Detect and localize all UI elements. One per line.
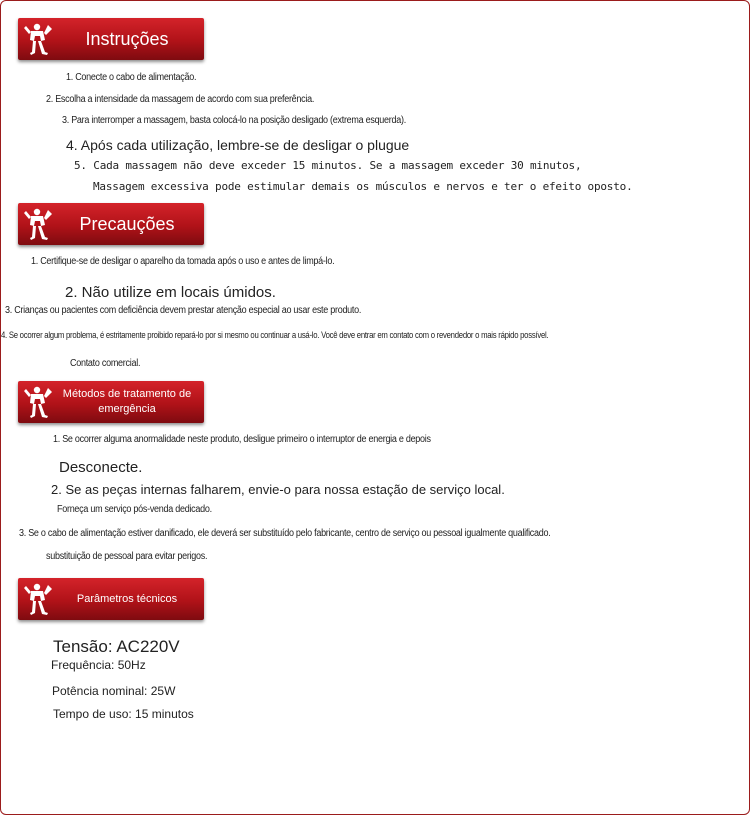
precaution-contact: Contato comercial. <box>70 358 141 369</box>
instruction-item-5: 5. Cada massagem não deve exceder 15 minutos. Se a massagem exceder 30 minutos, <box>74 159 582 172</box>
emergency-item-3-cont: substituição de pessoal para evitar perigos. <box>46 551 208 562</box>
instruction-item-1: 1. Conecte o cabo de alimentação. <box>66 72 197 83</box>
technical-title: Parâmetros técnicos <box>76 592 178 605</box>
tech-voltage: Tensão: AC220V <box>53 637 180 656</box>
instruction-item-5-cont: Massagem excessiva pode estimular demais os músculos e nervos e ter o efeito oposto. <box>93 180 633 193</box>
precaution-item-2: 2. Não utilize em locais úmidos. <box>65 284 276 301</box>
precautions-header <box>18 203 204 245</box>
emergency-item-2-cont: Forneça um serviço pós-venda dedicado. <box>57 504 212 515</box>
instruction-item-2: 2. Escolha a intensidade da massagem de acordo com sua preferência. <box>46 94 315 105</box>
massage-figure-icon <box>18 578 58 620</box>
tech-usage-time: Tempo de uso: 15 minutos <box>53 707 194 721</box>
massage-figure-icon <box>18 381 58 423</box>
precautions-title: Precauções <box>79 213 175 234</box>
emergency-title-line1: Métodos de tratamento de <box>62 388 192 400</box>
precaution-item-3: 3. Crianças ou pacientes com deficiência devem prestar atenção especial ao usar este produto. <box>5 305 362 316</box>
instructions-header <box>18 18 204 60</box>
precaution-item-1: 1. Certifique-se de desligar o aparelho da tomada após o uso e antes de limpá-lo. <box>31 256 335 267</box>
instruction-item-3: 3. Para interromper a massagem, basta colocá-lo na posição desligado (extrema esquerda). <box>62 115 406 126</box>
emergency-title-line2: emergência <box>98 403 156 415</box>
massage-figure-icon <box>18 203 58 245</box>
instruction-item-4: 4. Após cada utilização, lembre-se de desligar o plugue <box>66 137 410 153</box>
emergency-header <box>18 381 204 423</box>
precaution-item-4: 4. Se ocorrer algum problema, é estritamente proibido repará-lo por si mesmo ou continuar a usá-lo. Você deve entrar em contato com o revendedor o mais rápido possível. <box>1 330 549 340</box>
emergency-item-2: 2. Se as peças internas falharem, envie-o para nossa estação de serviço local. <box>51 482 505 497</box>
emergency-item-1-cont: Desconecte. <box>59 459 143 476</box>
massage-figure-icon <box>18 18 58 60</box>
instructions-title: Instruções <box>85 28 169 49</box>
tech-frequency: Frequência: 50Hz <box>51 658 146 672</box>
emergency-item-3: 3. Se o cabo de alimentação estiver danificado, ele deverá ser substituído pelo fabricante, centro de serviço ou pessoal igualmente qualificado. <box>19 528 551 539</box>
technical-header <box>18 578 204 620</box>
emergency-title <box>58 387 204 417</box>
emergency-item-1: 1. Se ocorrer alguma anormalidade neste produto, desligue primeiro o interruptor de energia e depois <box>53 434 431 445</box>
tech-power: Potência nominal: 25W <box>52 684 176 698</box>
